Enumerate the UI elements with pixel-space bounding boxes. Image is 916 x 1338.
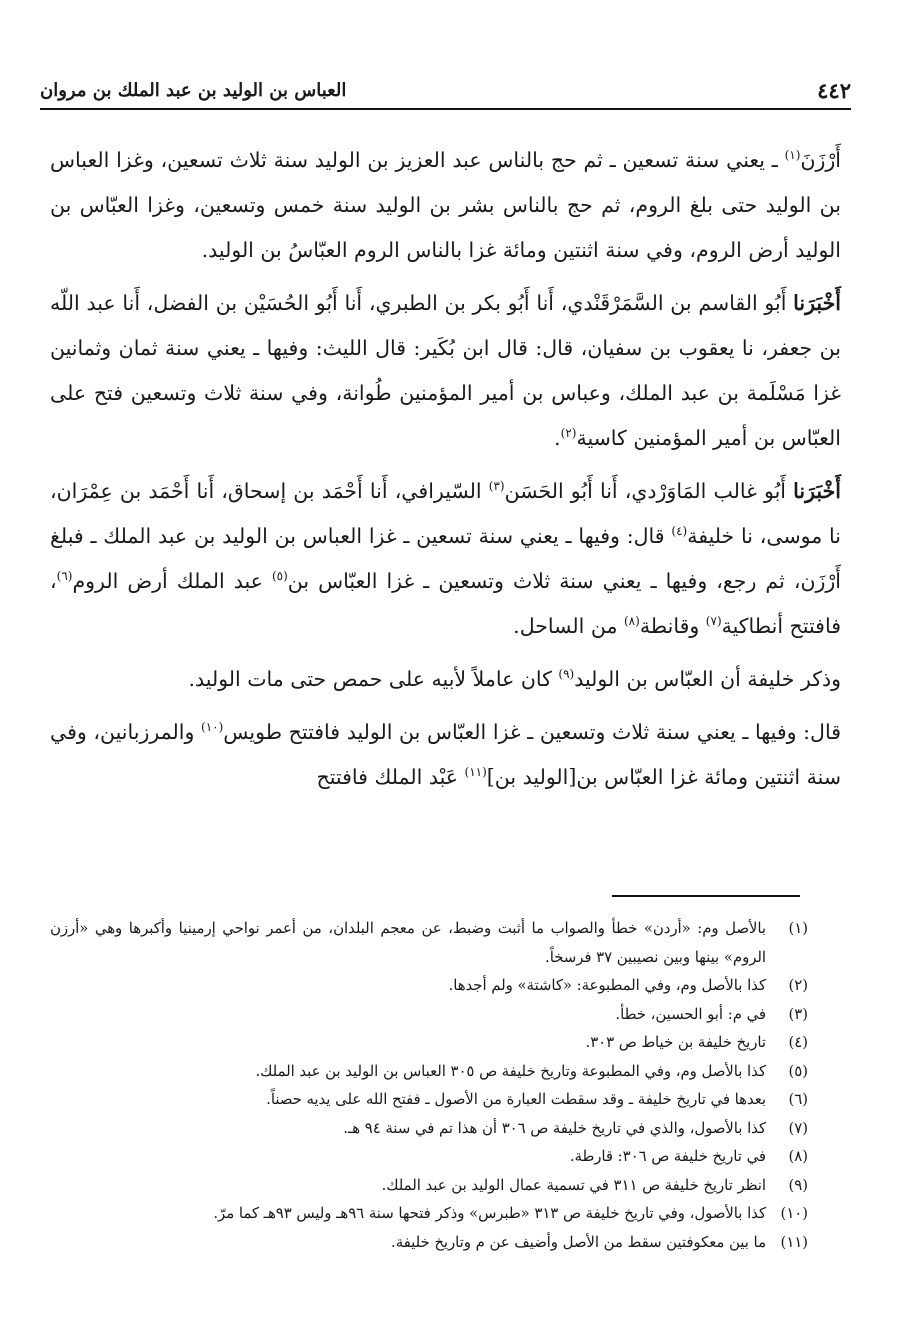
footnote-item <box>50 1200 808 1229</box>
paragraph-5 <box>50 710 841 800</box>
footnote-number: (٦) <box>788 1091 808 1108</box>
footnote-ref: (١٠) <box>201 720 224 735</box>
footnote-text: بالأصل وم: «أردن» خطأ والصواب ما أثبت وضبط، عن معجم البلدان، من أعمر نواحي إرمينيا وأكبرها وهي «أرزن الروم» بينها وبين نصيبين ٣٧ فرسخاً. <box>50 920 766 966</box>
text-run: وقانطة <box>639 614 706 638</box>
footnote-item <box>50 1172 808 1201</box>
text-run: كان عاملاً لأبيه على حمص حتى مات الوليد. <box>188 667 559 691</box>
footnote-ref: (٩) <box>558 667 575 682</box>
footnote-item <box>50 972 808 1001</box>
footnote-text: كذا بالأصل وم، وفي المطبوعة: «كاشتة» ولم أجدها. <box>448 977 766 994</box>
text-run: أَبُو القاسم بن السَّمَرْقَنْدي، أَنا أَبُو بكر بن الطبري، أَنا أَبُو الحُسَيْن بن الفضل، أَنا عبد اللّه بن جعفر، نا يعقوب بن سفيان، قال: قال ابن بُكَير: قال الليث: وفيها ـ يعني سنة ثمان وثمانين غزا مَسْلَمة بن عبد الملك، وعباس بن أمير المؤمنين طُوانة، وفي سنة ثلاث وتسعين فتح على العبّاس بن أمير المؤمنين كاسية <box>50 291 841 450</box>
footnote-ref: (١١) <box>464 765 487 780</box>
text-run: والمرزبانين، وفي سنة اثنتين ومائة غزا العبّاس بن[الوليد بن] <box>50 720 841 789</box>
footnote-number: (٩) <box>788 1176 808 1194</box>
paragraph-3 <box>50 469 841 649</box>
text-run: قال: وفيها ـ يعني سنة ثلاث وتسعين ـ غزا العبّاس بن الوليد فافتتح طويس <box>223 720 841 744</box>
footnote-ref: (٥) <box>271 569 288 584</box>
footnote-item <box>50 1143 808 1172</box>
footnote-number: (١١) <box>780 1233 808 1251</box>
running-header <box>40 78 851 110</box>
footnote-item <box>50 1086 808 1115</box>
text-run: السّيرافي، أَنا أَحْمَد بن إسحاق، أَنا أَحْمَد بن عِمْرَان، نا موسى، نا خليفة <box>50 479 841 548</box>
footnote-text: ما بين معكوفتين سقط من الأصل وأضيف عن م وتاريخ خليفة. <box>391 1233 766 1251</box>
paragraph-1 <box>50 138 841 273</box>
footnote-number: (١٠) <box>780 1205 808 1222</box>
footnote-text: في تاريخ خليفة ص ٣٠٦: قارطة. <box>569 1148 766 1165</box>
paragraph-2 <box>50 281 841 461</box>
footnote-text: في م: أبو الحسين، خطأ. <box>615 1005 766 1023</box>
footnote-number: (١) <box>788 920 808 937</box>
footnote-text: انظر تاريخ خليفة ص ٣١١ في تسمية عمال الوليد بن عبد الملك. <box>381 1176 766 1194</box>
footnote-text: بعدها في تاريخ خليفة ـ وقد سقطت العبارة من الأصول ـ ففتح الله على يديه حصناً. <box>266 1091 766 1108</box>
footnote-item <box>50 1229 808 1258</box>
footnote-item <box>50 1115 808 1144</box>
footnote-ref: (٦) <box>56 569 73 584</box>
footnote-number: (٢) <box>788 977 808 994</box>
isnad-lead: أَخْبَرَنا <box>793 291 841 315</box>
footnotes <box>50 915 808 1257</box>
text-run: ـ يعني سنة تسعين ـ ثم حج بالناس عبد العزيز بن الوليد سنة ثلاث تسعين، وغزا العباس بن الوليد حتى بلغ الروم، ثم حج بالناس بشر بن الوليد سنة خمس وتسعين، وغزا العبّاس بن الوليد أرض الروم، وفي سنة اثنتين ومائة غزا بالناس الروم العبّاسُ بن الوليد. <box>50 148 841 262</box>
footnote-ref: (٨) <box>623 614 640 629</box>
text-run: . <box>554 426 561 450</box>
paragraph-4 <box>50 657 841 702</box>
running-title: العباس بن الوليد بن عبد الملك بن مروان <box>40 80 347 101</box>
footnote-item <box>50 915 808 972</box>
text-run: أَرْزَنَ <box>800 148 841 172</box>
text-run: من الساحل. <box>513 614 624 638</box>
footnote-number: (٤) <box>788 1034 808 1051</box>
text-run: وذكر خليفة أن العبّاس بن الوليد <box>574 667 841 691</box>
footnote-ref: (٧) <box>705 614 722 629</box>
text-run: ، فافتتح أنطاكية <box>50 569 841 638</box>
footnote-number: (٥) <box>788 1062 808 1080</box>
text-run: قال: وفيها ـ يعني سنة تسعين ـ غزا العباس بن الوليد بن عبد الملك ـ فبلغ أَرْزَن، ثم رجع، وفيها ـ يعني سنة ثلاث وتسعين ـ غزا العبّاس بن <box>50 524 841 593</box>
footnote-item <box>50 1058 808 1087</box>
footnote-ref: (١) <box>784 148 801 163</box>
text-run: عَبْد الملك فافتتح <box>316 765 465 789</box>
footnote-number: (٣) <box>788 1005 808 1023</box>
page-number: ٤٤٢ <box>817 78 851 103</box>
footnote-number: (٧) <box>788 1119 808 1137</box>
footnote-ref: (٢) <box>560 426 577 441</box>
isnad-lead: أَخْبَرَنا <box>793 479 841 503</box>
main-text <box>50 138 841 800</box>
footnote-text: تاريخ خليفة بن خياط ص ٣٠٣. <box>585 1034 766 1051</box>
footnote-item <box>50 1029 808 1058</box>
footnote-text: كذا بالأصول، والذي في تاريخ خليفة ص ٣٠٦ أن هذا تم في سنة ٩٤ هـ. <box>343 1119 766 1137</box>
footnote-item <box>50 1001 808 1030</box>
footnote-ref: (٣) <box>488 479 505 494</box>
footnote-text: كذا بالأصل وم، وفي المطبوعة وتاريخ خليفة ص ٣٠٥ العباس بن الوليد بن عبد الملك. <box>255 1062 766 1080</box>
footnote-ref: (٤) <box>671 524 688 539</box>
text-run: عبد الملك أرض الروم <box>72 569 272 593</box>
footnote-text: كذا بالأصول، وفي تاريخ خليفة ص ٣١٣ «طبرس» وذكر فتحها سنة ٩٦هـ وليس ٩٣هـ كما مرّ. <box>213 1205 766 1222</box>
footnote-number: (٨) <box>788 1148 808 1165</box>
footnote-separator <box>612 895 800 897</box>
text-run: أَبُو غالب المَاوَرْدي، أَنا أَبُو الحَسَن <box>504 479 794 503</box>
